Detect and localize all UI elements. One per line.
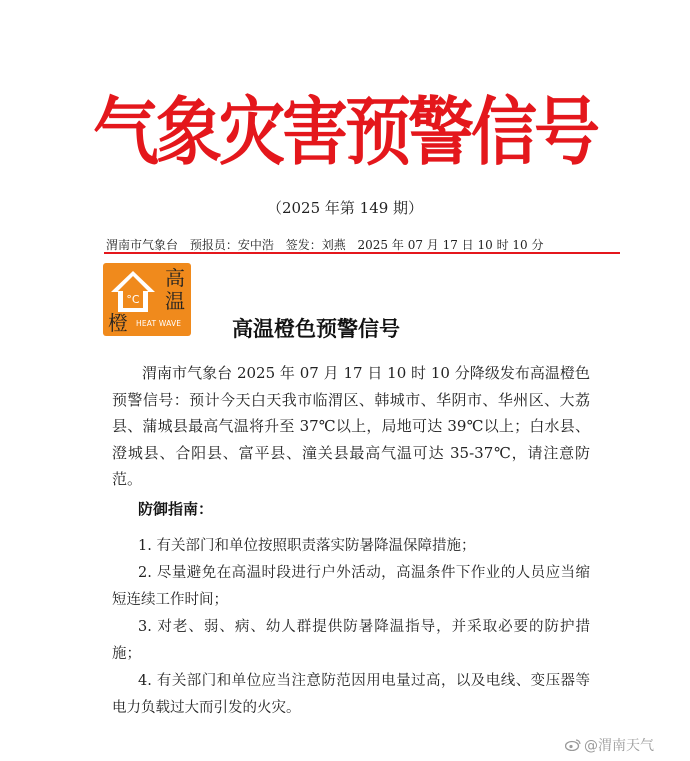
weibo-watermark	[565, 735, 654, 755]
issue-number: （2025 年第 149 期）	[266, 199, 424, 217]
signal-body: 渭南市气象台 2025 年 07 月 17 日 10 时 10 分降级发布高温橙色预警信号：预计今天白天我市临渭区、韩城市、华阴市、华州区、大荔县、蒲城县最高气温将升至 37℃以上，局地可达 39℃以上；白水县、澄城县、合阳县、富平县、潼关县最高气温可达 35-37℃，请注意防范。	[112, 364, 590, 488]
guide-item: 2. 尽量避免在高温时段进行户外活动，高温条件下作业的人员应当缩短连续工作时间；	[112, 565, 590, 608]
badge-char-temp: 温	[165, 289, 185, 313]
signal-title: 高温橙色预警信号	[232, 317, 400, 341]
weibo-logo-icon	[565, 739, 581, 751]
guide-item: 1. 有关部门和单位按照职责落实防暑降温保障措施；	[138, 538, 476, 554]
reporter-name: 预报员：安中浩	[189, 238, 274, 252]
badge-char-high: 高	[165, 266, 185, 290]
thermometer-house-icon	[108, 268, 158, 314]
heat-wave-orange-badge	[103, 263, 191, 336]
guide-item: 3. 对老、弱、病、幼人群提供防暑降温指导，并采取必要的防护措施；	[112, 619, 590, 662]
watermark-text: @渭南天气	[584, 738, 654, 754]
guide-heading: 防御指南：	[138, 500, 214, 518]
issue-datetime: 2025 年 07 月 17 日 10 时 10 分	[357, 238, 544, 252]
meta-line	[106, 236, 626, 253]
approver-name: 签发：刘燕	[285, 238, 346, 252]
guide-item: 4. 有关部门和单位应当注意防范因用电量过高，以及电线、变压器等电力负载过大而引发的火灾。	[112, 673, 590, 716]
red-divider	[104, 252, 620, 254]
document-title: 气象灾害预警信号	[93, 89, 597, 176]
degree-celsius-label: °C	[126, 293, 140, 306]
badge-char-orange: 橙	[108, 311, 128, 335]
agency-name: 渭南市气象台	[106, 238, 179, 252]
badge-english-label: HEAT WAVE	[136, 319, 182, 328]
